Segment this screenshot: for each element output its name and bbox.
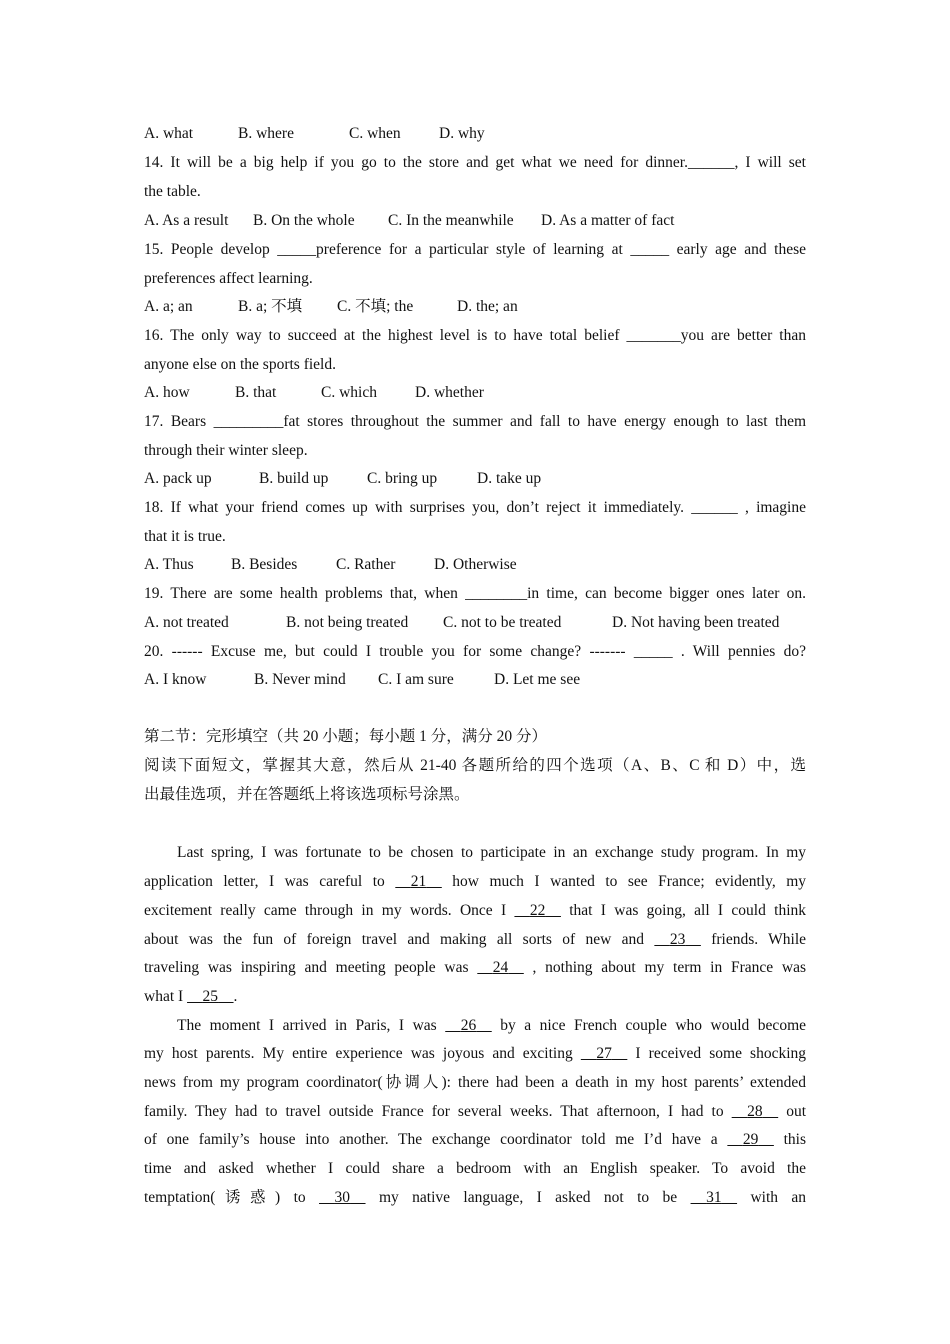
passage-p2-line2: [144, 1044, 806, 1064]
blank-31: 31: [706, 1189, 722, 1206]
q19-option-d: D. Not having been treated: [612, 614, 780, 631]
passage-text: with an: [750, 1189, 807, 1206]
q16-option-c: C. which: [321, 384, 377, 401]
passage-p2-line7: [144, 1188, 806, 1208]
q17-option-a: A. pack up: [144, 470, 212, 487]
q18-option-b: B. Besides: [231, 556, 298, 573]
q19-option-c: C. not to be treated: [443, 614, 562, 631]
q13-option-c: C. when: [349, 125, 401, 142]
passage-text: by a nice French couple who would become: [500, 1017, 807, 1034]
passage-text: what I: [144, 988, 184, 1005]
q14-option-a: A. As a result: [144, 212, 229, 229]
passage-text: out: [786, 1103, 807, 1120]
section2-heading: 第二节：完形填空（共 20 小题；每小题 1 分，满分 20 分）: [144, 728, 548, 745]
q20-option-a: A. I know: [144, 671, 207, 688]
passage-text: this: [783, 1131, 807, 1148]
passage-text: about was the fun of foreign travel and making all sorts of new and: [144, 931, 645, 948]
q15-option-c: C. 不填; the: [337, 298, 414, 315]
passage-text: The moment I arrived in Paris, I was: [177, 1017, 437, 1034]
passage-p2-line4: [144, 1102, 806, 1122]
q15-option-b: B. a; 不填: [238, 298, 303, 315]
passage-text: traveling was inspiring and meeting people was: [144, 959, 469, 976]
passage-p1-line3: [144, 901, 806, 921]
q19-option-b: B. not being treated: [286, 614, 409, 631]
passage-p1-line1: Last spring, I was fortunate to be chosen to participate in an exchange study program. In my: [177, 844, 806, 861]
passage-text: application letter, I was careful to: [144, 873, 385, 890]
passage-text: .: [233, 988, 238, 1005]
passage-text: how much I wanted to see France; evidently, my: [452, 873, 807, 890]
q16-option-d: D. whether: [415, 384, 484, 401]
q18-option-d: D. Otherwise: [434, 556, 517, 573]
passage-p1-line2: [144, 872, 806, 892]
q19-option-a: A. not treated: [144, 614, 229, 631]
q16-stem: 16. The only way to succeed at the highest level is to have total belief _______you are better than: [144, 327, 806, 344]
passage-text: family. They had to travel outside France for several weeks. That afternoon, I had to: [144, 1103, 724, 1120]
q18-option-c: C. Rather: [336, 556, 396, 573]
q20-option-c: C. I am sure: [378, 671, 454, 688]
q15-option-a: A. a; an: [144, 298, 193, 315]
passage-text: friends. While: [711, 931, 807, 948]
passage-text: I received some shocking: [635, 1045, 807, 1062]
q18-stem-cont: that it is true.: [144, 528, 226, 545]
q17-option-d: D. take up: [477, 470, 542, 487]
q17-option-c: C. bring up: [367, 470, 438, 487]
q17-stem-cont: through their winter sleep.: [144, 442, 308, 459]
q13-option-b: B. where: [238, 125, 294, 142]
q14-stem: 14. It will be a big help if you go to the store and get what we need for dinner.______, I will set: [144, 154, 806, 171]
q15-option-d: D. the; an: [457, 298, 518, 315]
blank-29: 29: [742, 1131, 759, 1148]
passage-text: my native language, I asked not to be: [378, 1189, 678, 1206]
blank-23: 23: [669, 931, 686, 948]
q14-stem-cont: the table.: [144, 183, 201, 200]
passage-p1-line6: [144, 987, 806, 1007]
q20-stem: 20. ------ Excuse me, but could I trouble you for some change? ------- _____ . Will pennies do?: [144, 643, 806, 660]
q20-option-b: B. Never mind: [254, 671, 346, 688]
passage-p1-line4: [144, 930, 806, 950]
blank-22: 22: [529, 902, 546, 919]
q17-option-b: B. build up: [259, 470, 329, 487]
q19-stem: 19. There are some health problems that, when ________in time, can become bigger ones later on.: [144, 585, 806, 602]
q18-option-a: A. Thus: [144, 556, 194, 573]
passage-p1-line5: [144, 958, 806, 978]
q15-stem-cont: preferences affect learning.: [144, 270, 313, 287]
q14-option-b: B. On the whole: [253, 212, 355, 229]
passage-text: of one family’s house into another. The exchange coordinator told me I’d have a: [144, 1131, 718, 1148]
blank-28: 28: [747, 1103, 763, 1120]
q16-option-b: B. that: [235, 384, 277, 401]
passage-p2-line1: [177, 1016, 806, 1036]
q18-stem: 18. If what your friend comes up with surprises you, don’t reject it immediately. ______ , imagine: [144, 499, 806, 516]
passage-p2-line6: time and asked whether I could share a bedroom with an English speaker. To avoid the: [144, 1160, 806, 1177]
q17-stem: 17. Bears _________fat stores throughout the summer and fall to have energy enough to last them: [144, 413, 806, 430]
blank-24: 24: [492, 959, 509, 976]
passage-text: excitement really came through in my words. Once I: [144, 902, 507, 919]
passage-text: , nothing about my term in France was: [532, 959, 806, 976]
section2-instructions-cont: 出最佳选项，并在答题纸上将该选项标号涂黑。: [144, 786, 470, 803]
q16-stem-cont: anyone else on the sports field.: [144, 356, 336, 373]
passage-text: that I was going, all I could think: [569, 902, 807, 919]
passage-p2-line3: news from my program coordinator(协调人): there had been a death in my host parents’ extended: [144, 1074, 806, 1091]
q20-option-d: D. Let me see: [494, 671, 581, 688]
section2-instructions: 阅读下面短文，掌握其大意，然后从 21-40 各题所给的四个选项（A、B、C 和 D）中，选: [144, 757, 806, 774]
q16-option-a: A. how: [144, 384, 190, 401]
q13-option-a: A. what: [144, 125, 194, 142]
passage-p2-line5: [144, 1130, 806, 1150]
q14-option-d: D. As a matter of fact: [541, 212, 675, 229]
blank-21: 21: [410, 873, 427, 890]
passage-text: my host parents. My entire experience was joyous and exciting: [144, 1045, 573, 1062]
blank-30: 30: [334, 1189, 351, 1206]
blank-25: 25: [202, 988, 219, 1005]
passage-text: temptation(诱惑) to: [144, 1189, 306, 1206]
blank-27: 27: [596, 1045, 612, 1062]
q13-option-d: D. why: [439, 125, 485, 142]
q14-option-c: C. In the meanwhile: [388, 212, 514, 229]
q15-stem: 15. People develop _____preference for a particular style of learning at _____ early age and these: [144, 241, 806, 258]
blank-26: 26: [460, 1017, 477, 1034]
